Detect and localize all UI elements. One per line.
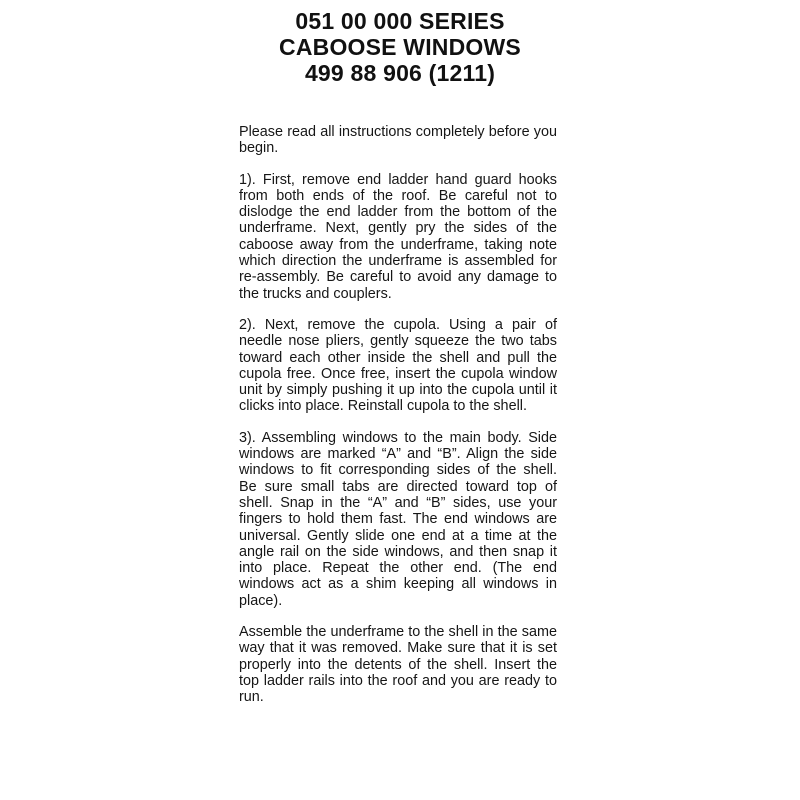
document-title bbox=[0, 8, 800, 86]
instructions-body bbox=[239, 124, 557, 721]
step-1-paragraph: 1). First, remove end ladder hand guard hooks from both ends of the roof. Be careful not to dislodge the end ladder from the bottom of the underframe. Next, gently pry the sides of the caboose away from the underframe, taking note which direction the underframe is assembled for re-assembly. Be careful to avoid any damage to the trucks and couplers. bbox=[239, 171, 557, 302]
closing-paragraph: Assemble the underframe to the shell in the same way that it was removed. Make sure that it is set properly into the detents of the shell. Insert the top ladder rails into the roof and you are ready to run. bbox=[239, 624, 557, 706]
step-3-paragraph: 3). Assembling windows to the main body. Side windows are marked “A” and “B”. Align the side windows to fit corresponding sides of the shell. Be sure small tabs are directed toward top of shell. Snap in the “A” and “B” sides, use your fingers to hold them fast. The end windows are universal. Gently slide one end at a time at the angle rail on the side windows, and then snap it into place. Repeat the other end. (The end windows act as a shim keeping all windows in place). bbox=[239, 429, 557, 609]
title-part-number: 499 88 906 (1211) bbox=[304, 60, 496, 86]
title-product: CABOOSE WINDOWS bbox=[279, 34, 521, 60]
title-series: 051 00 000 SERIES bbox=[295, 8, 505, 34]
intro-paragraph: Please read all instructions completely before you begin. bbox=[239, 124, 557, 157]
step-2-paragraph: 2). Next, remove the cupola. Using a pair of needle nose pliers, gently squeeze the two tabs toward each other inside the shell and pull the cupola free. Once free, insert the cupola window unit by simply pushing it up into the cupola until it clicks into place. Reinstall cupola to the shell. bbox=[239, 316, 557, 415]
